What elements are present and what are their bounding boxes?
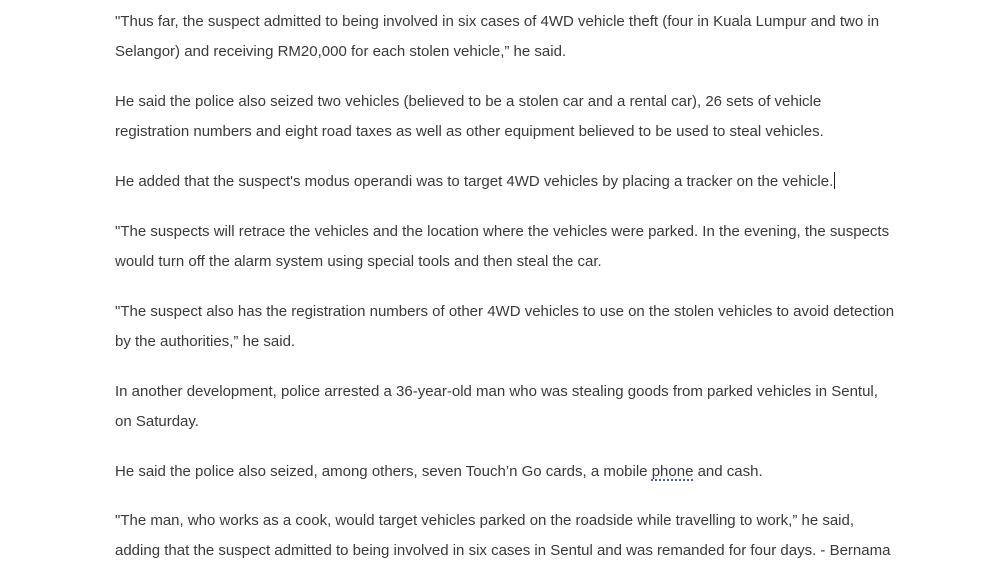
paragraph-line: Selangor) and receiving RM20,000 for each stolen vehicle,” he said. xyxy=(115,43,567,60)
paragraph-line: adding that the suspect admitted to being involved in six cases in Sentul and was remanded for four days. - Bernama xyxy=(115,542,891,559)
paragraph-4 xyxy=(115,217,915,277)
text-cursor xyxy=(834,172,835,189)
paragraph-8 xyxy=(115,506,915,566)
paragraph-3 xyxy=(115,167,915,197)
paragraph-text: and cash. xyxy=(693,463,763,480)
paragraph-line: He added that the suspect's modus operandi was to target 4WD vehicles by placing a tracker on the vehicle. xyxy=(115,173,834,190)
paragraph-7 xyxy=(115,457,915,486)
paragraph-5 xyxy=(115,297,915,357)
paragraph-line: would turn off the alarm system using special tools and then steal the car. xyxy=(115,253,602,270)
paragraph-line: "The man, who works as a cook, would target vehicles parked on the roadside while travelling to work,” he said, xyxy=(115,512,855,529)
paragraph-line: "Thus far, the suspect admitted to being involved in six cases of 4WD vehicle theft (four in Kuala Lumpur and two in xyxy=(115,13,880,30)
paragraph-line: He said the police also seized two vehicles (believed to be a stolen car and a rental car), 26 sets of vehicle xyxy=(115,93,822,110)
paragraph-line: "The suspects will retrace the vehicles and the location where the vehicles were parked. In the evening, the suspects xyxy=(115,223,890,240)
paragraph-line: "The suspect also has the registration numbers of other 4WD vehicles to use on the stolen vehicles to avoid detection xyxy=(115,303,895,320)
spellcheck-flagged-word[interactable]: phone xyxy=(651,463,694,480)
paragraph-line: In another development, police arrested a 36-year-old man who was stealing goods from parked vehicles in Sentul, xyxy=(115,383,878,400)
paragraph-line: by the authorities,” he said. xyxy=(115,333,296,350)
paragraph-text: He said the police also seized, among others, seven Touch’n Go cards, a mobile xyxy=(115,463,652,480)
paragraph-6 xyxy=(115,377,915,437)
paragraph-1 xyxy=(115,7,915,67)
article-body xyxy=(115,7,915,586)
paragraph-2 xyxy=(115,87,915,147)
paragraph-line: on Saturday. xyxy=(115,413,199,430)
paragraph-line: registration numbers and eight road taxes as well as other equipment believed to be used to steal vehicles. xyxy=(115,123,824,140)
